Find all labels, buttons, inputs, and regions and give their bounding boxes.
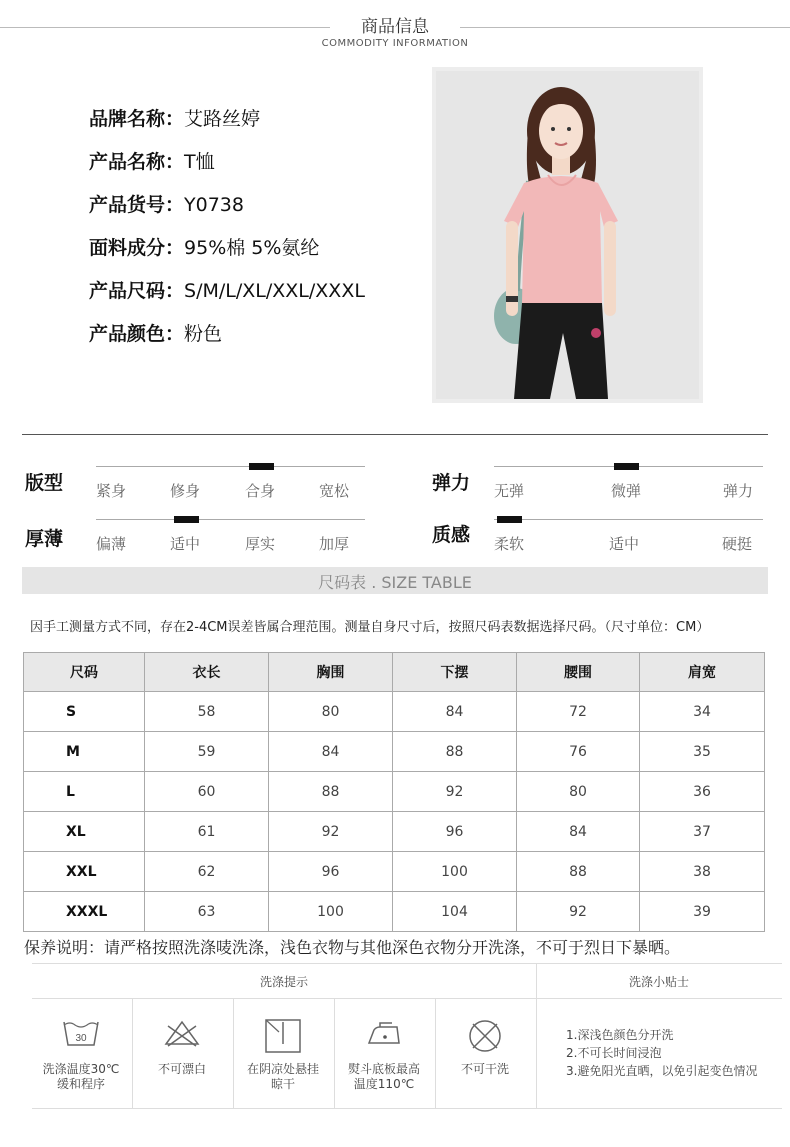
table-cell: 96 [269,852,393,892]
scale-option: 加厚 [319,535,350,553]
no-dry-clean-icon [465,1018,505,1054]
table-row [24,812,765,852]
wash-divider-mid [32,998,782,999]
table-cell: 63 [145,892,269,932]
table-cell: 59 [145,732,269,772]
table-cell: XXL [24,852,145,892]
table-cell: 100 [269,892,393,932]
table-cell: XL [24,812,145,852]
wash-divider [334,998,335,1108]
info-row-sizes: 产品尺码：S/M/L/XL/XXL/XXXL [89,280,365,302]
scale-option: 适中 [609,535,640,553]
table-cell: 100 [393,852,517,892]
scale-option: 偏薄 [96,535,127,553]
scale-texture [494,516,763,556]
iron-110-icon [364,1018,404,1048]
table-header: 腰围 [517,653,640,692]
table-header: 衣长 [145,653,269,692]
wash-divider-top [32,963,782,964]
table-row [24,892,765,932]
info-row-sku: 产品货号：Y0738 [89,194,244,216]
table-cell: 80 [517,772,640,812]
tip-item: 1.深浅色颜色分开洗 [566,1028,674,1042]
table-cell: 62 [145,852,269,892]
tip-item: 3.避免阳光直晒，以免引起变色情况 [566,1064,758,1078]
table-cell: 84 [269,732,393,772]
table-cell: 88 [269,772,393,812]
scale-thickness [96,516,365,556]
svg-text:30: 30 [75,1033,87,1044]
table-header: 胸围 [269,653,393,692]
table-cell: M [24,732,145,772]
section-subtitle: COMMODITY INFORMATION [321,38,469,49]
scale-option: 合身 [245,482,276,500]
table-header: 肩宽 [640,653,765,692]
table-row [24,732,765,772]
wash-30-icon [61,1018,101,1048]
table-header: 下摆 [393,653,517,692]
table-cell: L [24,772,145,812]
table-cell: XXXL [24,892,145,932]
wash-tips [566,1026,757,1080]
size-table-title: 尺码表 . SIZE TABLE [318,573,472,592]
attr-title-thickness: 厚薄 [25,528,64,550]
no-bleach-icon [162,1018,202,1048]
product-photo [432,67,703,403]
table-cell: 84 [393,692,517,732]
size-note: 因手工测量方式不同，存在2-4CM误差皆属合理范围。测量自身尺寸后，按照尺码表数据选择尺码。（尺寸单位：CM） [30,620,710,635]
wash-item [339,1018,429,1092]
scale-fit [96,463,365,503]
table-cell: 38 [640,852,765,892]
table-row [24,692,765,732]
scale-elasticity [494,463,763,503]
wash-item [36,1018,126,1092]
table-row [24,772,765,812]
table-cell: 36 [640,772,765,812]
wash-divider [233,998,234,1108]
table-cell: 72 [517,692,640,732]
table-cell: 37 [640,812,765,852]
table-row [24,852,765,892]
wash-label: 不可干洗 [460,1062,509,1076]
wash-divider-bottom [32,1108,782,1109]
product-info [89,104,365,362]
table-cell: 84 [517,812,640,852]
wash-item [137,1018,227,1077]
table-cell: 39 [640,892,765,932]
scale-option: 无弹 [494,482,525,500]
model-illustration [436,71,699,399]
info-row-color: 产品颜色：粉色 [89,323,223,345]
scale-option: 微弹 [611,482,642,500]
wash-label: 在阴凉处悬挂 晾干 [246,1062,319,1091]
wash-item [238,1018,328,1092]
table-cell: 80 [269,692,393,732]
size-table [23,652,765,932]
scale-option: 宽松 [319,482,350,500]
scale-marker [614,463,639,470]
attr-title-fit: 版型 [25,472,64,494]
scale-marker [497,516,522,523]
attr-title-texture: 质感 [432,524,471,546]
tip-item: 2.不可长时间浸泡 [566,1046,662,1060]
scale-option: 厚实 [245,535,276,553]
scale-option: 柔软 [494,535,525,553]
hang-dry-shade-icon [263,1018,303,1054]
table-cell: 88 [393,732,517,772]
wash-label: 熨斗底板最高 温度110℃ [347,1062,420,1091]
table-cell: 60 [145,772,269,812]
table-cell: 104 [393,892,517,932]
care-instructions: 保养说明：请严格按照洗涤唛洗涤，浅色衣物与其他深色衣物分开洗涤，不可于烈日下暴晒。 [24,938,681,957]
wash-heading: 洗涤提示 [259,975,308,989]
scale-option: 硬挺 [722,535,753,553]
table-cell: 92 [269,812,393,852]
wash-label: 洗涤温度30℃ 缓和程序 [42,1062,120,1091]
table-cell: 88 [517,852,640,892]
wash-item [440,1018,530,1077]
scale-option: 适中 [170,535,201,553]
table-cell: S [24,692,145,732]
table-cell: 92 [393,772,517,812]
wash-divider [132,998,133,1108]
table-cell: 58 [145,692,269,732]
table-header-row [24,653,765,692]
attr-title-elasticity: 弹力 [432,472,471,494]
info-row-name: 产品名称：T恤 [89,151,215,173]
table-cell: 76 [517,732,640,772]
section-divider [22,434,768,435]
table-cell: 61 [145,812,269,852]
tips-heading: 洗涤小贴士 [628,975,689,989]
info-row-brand: 品牌名称：艾路丝婷 [89,108,261,130]
info-row-fabric: 面料成分：95%棉 5%氨纶 [89,237,320,259]
wash-divider [435,998,436,1108]
table-header: 尺码 [24,653,145,692]
scale-marker [174,516,199,523]
scale-option: 紧身 [96,482,127,500]
table-cell: 35 [640,732,765,772]
scale-option: 弹力 [723,482,754,500]
table-cell: 96 [393,812,517,852]
scale-marker [249,463,274,470]
wash-label: 不可漂白 [157,1062,206,1076]
table-cell: 34 [640,692,765,732]
section-title: 商品信息 [361,17,429,37]
scale-option: 修身 [170,482,201,500]
table-cell: 92 [517,892,640,932]
